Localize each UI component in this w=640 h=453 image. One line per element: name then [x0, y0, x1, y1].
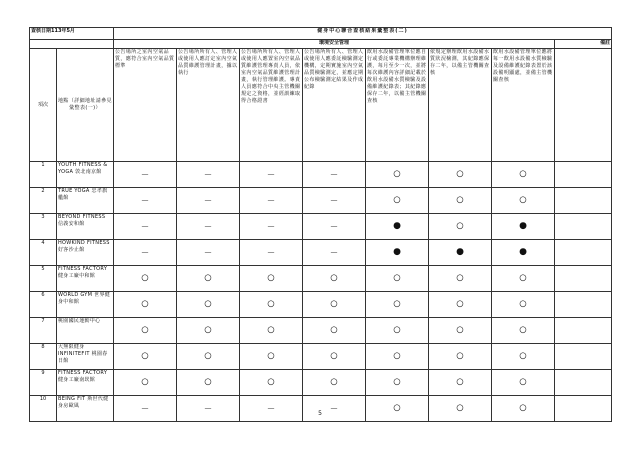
row-index: 7 [30, 318, 57, 344]
compliant-mark: ○ [240, 292, 303, 318]
compliant-mark: ○ [492, 370, 555, 396]
compliant-mark: ○ [492, 318, 555, 344]
row-index: 6 [30, 292, 57, 318]
table-row [30, 214, 612, 240]
criterion-5: 飲用水設備管理單位應自行或委託專業機構辦理維護，每月至少一次，並將每次維護內容詳細記載於飲用水設備水質檢驗及設備維護紀錄表；其紀錄應保存二年，以備主管機關查核 [366, 49, 429, 162]
compliant-mark: ○ [366, 292, 429, 318]
compliant-mark: ○ [492, 162, 555, 188]
venue-name: FITNESS FACTORY 健身工廠中和館 [57, 266, 114, 292]
compliant-mark: ○ [114, 370, 177, 396]
compliant-mark: ○ [429, 396, 492, 422]
compliant-mark: ○ [303, 318, 366, 344]
not-applicable-mark: — [303, 240, 366, 266]
venue-name: FITNESS FACTORY 健身工廠南崁館 [57, 370, 114, 396]
not-applicable-mark: — [240, 396, 303, 422]
not-applicable-mark: — [177, 396, 240, 422]
venue-name: HOWKIND FITNESS 好客沙止館 [57, 240, 114, 266]
compliant-mark: ○ [492, 292, 555, 318]
venue-name: 桃園國民運動中心 [57, 318, 114, 344]
compliant-mark: ○ [429, 292, 492, 318]
remark-blank [555, 49, 612, 162]
compliant-mark: ○ [429, 214, 492, 240]
table-row [30, 162, 612, 188]
index-header: 項次 [30, 49, 57, 162]
compliant-mark: ○ [177, 266, 240, 292]
compliant-mark: ○ [492, 188, 555, 214]
compliant-mark: ○ [429, 266, 492, 292]
compliant-mark: ○ [429, 188, 492, 214]
section-corner [30, 40, 114, 49]
compliant-mark: ○ [303, 370, 366, 396]
remark-cell [555, 318, 612, 344]
compliant-mark: ○ [492, 266, 555, 292]
compliant-mark: ○ [366, 266, 429, 292]
criterion-1: 公告場所之室內空氣品質，應符合室內空氣品質標準 [114, 49, 177, 162]
not-applicable-mark: — [177, 188, 240, 214]
venue-name: BEYOND FITNESS 信義安和館 [57, 214, 114, 240]
compliant-mark: ○ [429, 318, 492, 344]
remark-cell [555, 396, 612, 422]
compliant-mark: ○ [366, 188, 429, 214]
deficiency-mark: ● [492, 240, 555, 266]
compliant-mark: ○ [366, 318, 429, 344]
compliant-mark: ○ [366, 370, 429, 396]
not-applicable-mark: — [177, 240, 240, 266]
not-applicable-mark: — [240, 162, 303, 188]
criterion-2: 公告場所所有人、管理人或使用人應訂定室內空氣品質維護管理計畫，據以執行 [177, 49, 240, 162]
criterion-3: 公告場所所有人、管理人或使用人應置室內空氣品質維護管理專責人員，依室內空氣品質維護管理計畫，執行管理維護。專責人員應符合中央主管機關規定之資格，並經訓練取得合格證書 [240, 49, 303, 162]
row-index: 1 [30, 162, 57, 188]
not-applicable-mark: — [240, 240, 303, 266]
not-applicable-mark: — [114, 396, 177, 422]
table-row [30, 344, 612, 370]
page-number: 5 [318, 410, 322, 417]
compliant-mark: ○ [240, 318, 303, 344]
table-row [30, 266, 612, 292]
not-applicable-mark: — [114, 214, 177, 240]
row-index: 10 [30, 396, 57, 422]
compliant-mark: ○ [366, 344, 429, 370]
not-applicable-mark: — [177, 214, 240, 240]
not-applicable-mark: — [114, 240, 177, 266]
not-applicable-mark: — [240, 188, 303, 214]
compliant-mark: ○ [429, 370, 492, 396]
compliant-mark: ○ [177, 292, 240, 318]
criterion-7: 飲用水設備管理單位應將每一飲用水設備水質檢驗及設備維護紀錄表置於該設備明顯處，並備主管機關查核 [492, 49, 555, 162]
criterion-4: 公告場所所有人、管理人或使用人應委託檢驗測定機構，定期實施室內空氣品質檢驗測定，並應定期公布檢驗測定結果及作成紀錄 [303, 49, 366, 162]
table-row [30, 370, 612, 396]
row-index: 2 [30, 188, 57, 214]
compliant-mark: ○ [303, 266, 366, 292]
not-applicable-mark: — [114, 188, 177, 214]
table-row [30, 240, 612, 266]
compliant-mark: ○ [429, 162, 492, 188]
compliant-mark: ○ [177, 370, 240, 396]
results-table [29, 27, 612, 422]
venue-name: 大無限健身 INFINITEFIT 桃園春日館 [57, 344, 114, 370]
venue-name: BEING FIT 斯世代健身房歐風 [57, 396, 114, 422]
remark-cell [555, 188, 612, 214]
inspection-date: 查核日期113年5月 [30, 28, 114, 40]
venue-name: YOUTH FITNESS & YOGA 敦北南京館 [57, 162, 114, 188]
deficiency-mark: ● [366, 214, 429, 240]
remark-cell [555, 344, 612, 370]
compliant-mark: ○ [114, 266, 177, 292]
remark-cell [555, 214, 612, 240]
compliant-mark: ○ [366, 162, 429, 188]
compliant-mark: ○ [303, 344, 366, 370]
venue-name: WORLD GYM 世界健身中和館 [57, 292, 114, 318]
deficiency-mark: ● [429, 240, 492, 266]
not-applicable-mark: — [303, 162, 366, 188]
row-index: 5 [30, 266, 57, 292]
row-index: 4 [30, 240, 57, 266]
table-row [30, 396, 612, 422]
compliant-mark: ○ [114, 292, 177, 318]
remark-cell [555, 292, 612, 318]
remark-cell [555, 370, 612, 396]
compliant-mark: ○ [177, 344, 240, 370]
compliant-mark: ○ [240, 266, 303, 292]
not-applicable-mark: — [303, 214, 366, 240]
table-row [30, 318, 612, 344]
venue-name: TRUE YOGA 忠孝旗艦館 [57, 188, 114, 214]
venue-header: 地點（詳細地址請參見彙整表(一)） [57, 49, 114, 162]
compliant-mark: ○ [492, 344, 555, 370]
compliant-mark: ○ [240, 344, 303, 370]
not-applicable-mark: — [303, 396, 366, 422]
compliant-mark: ○ [366, 396, 429, 422]
row-index: 9 [30, 370, 57, 396]
not-applicable-mark: — [240, 214, 303, 240]
not-applicable-mark: — [114, 162, 177, 188]
remark-header: 備註 [555, 40, 612, 49]
compliant-mark: ○ [492, 396, 555, 422]
not-applicable-mark: — [303, 188, 366, 214]
compliant-mark: ○ [177, 318, 240, 344]
remark-cell [555, 240, 612, 266]
remark-cell [555, 162, 612, 188]
row-index: 8 [30, 344, 57, 370]
row-index: 3 [30, 214, 57, 240]
remark-cell [555, 266, 612, 292]
deficiency-mark: ● [366, 240, 429, 266]
criterion-6: 依規定辦理飲用水設備水質狀況檢測，其紀錄應保存二年，以備主管機關查核 [429, 49, 492, 162]
table-row [30, 292, 612, 318]
compliant-mark: ○ [240, 370, 303, 396]
table-row [30, 188, 612, 214]
compliant-mark: ○ [114, 344, 177, 370]
deficiency-mark: ● [492, 214, 555, 240]
table-title: 健身中心聯合查核結果彙整表(二) [114, 28, 612, 40]
not-applicable-mark: — [177, 162, 240, 188]
section-title: 環境安全管理 [114, 40, 555, 49]
compliant-mark: ○ [303, 292, 366, 318]
compliant-mark: ○ [114, 318, 177, 344]
compliant-mark: ○ [429, 344, 492, 370]
